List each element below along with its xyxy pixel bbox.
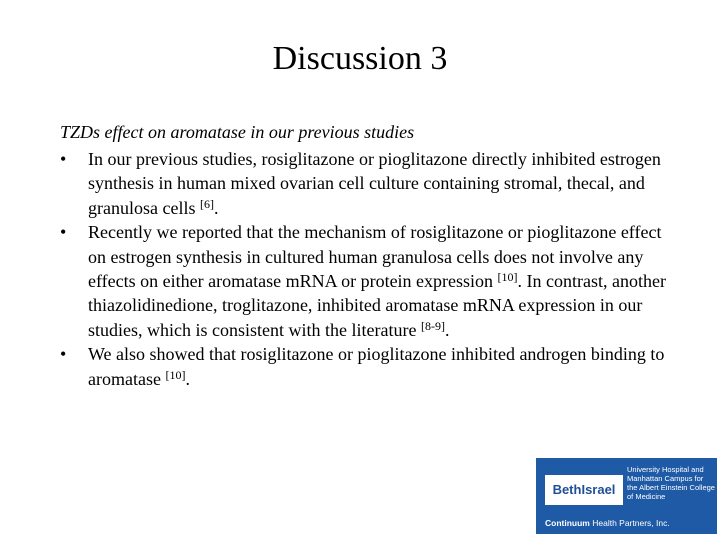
bullet-text: Recently we reported that the mechanism of rosiglitazone or pioglitazone effect on estrogen synthesis in cultured human granulosa cells does not involve any effects on either aromatase mRNA or protein expression bbox=[88, 222, 662, 292]
subtitle: TZDs effect on aromatase in our previous studies bbox=[60, 122, 415, 142]
bullet-text-middle: . In contrast, another thiazolidinedione, troglitazone, inhibited aromatase mRNA expression in our studies, which is consistent with the literature bbox=[88, 271, 666, 340]
bullet-text: We also showed that rosiglitazone or pioglitazone inhibited androgen binding to aromatase bbox=[88, 344, 665, 389]
logo-footer-rest: Health Partners, Inc. bbox=[589, 518, 670, 528]
bullet-marker: • bbox=[60, 222, 67, 243]
bullet-marker: • bbox=[60, 344, 67, 365]
bullet-text-end: . bbox=[444, 319, 450, 340]
citation-ref: [6] bbox=[199, 196, 214, 211]
beth-israel-logo bbox=[536, 458, 717, 534]
logo-footer bbox=[545, 518, 670, 528]
logo-line: University Hospital and bbox=[627, 465, 704, 474]
bullet-list bbox=[60, 147, 670, 391]
citation-ref: [8-9] bbox=[420, 318, 445, 333]
bullet-item-2 bbox=[60, 220, 670, 342]
logo-line: the Albert Einstein College bbox=[627, 483, 715, 492]
logo-line: Manhattan Campus for bbox=[627, 474, 704, 483]
citation-ref: [10] bbox=[165, 367, 186, 382]
logo-wordmark: BethIsrael bbox=[545, 475, 623, 505]
logo-affiliation bbox=[627, 465, 715, 501]
citation-ref: [10] bbox=[497, 270, 518, 285]
bullet-item-1 bbox=[60, 147, 670, 220]
logo-line: of Medicine bbox=[627, 492, 666, 501]
bullet-marker: • bbox=[60, 149, 67, 169]
logo-footer-bold: Continuum bbox=[545, 518, 590, 528]
bullet-item-3 bbox=[60, 342, 670, 391]
bullet-text: In our previous studies, rosiglitazone or pioglitazone directly inhibited estrogen synthesis in human mixed ovarian cell culture containing stromal, thecal, and granulosa cells bbox=[88, 149, 661, 218]
bullet-text-end: . bbox=[185, 368, 190, 389]
slide-title: Discussion 3 bbox=[272, 40, 448, 77]
bullet-text-end: . bbox=[213, 197, 219, 218]
